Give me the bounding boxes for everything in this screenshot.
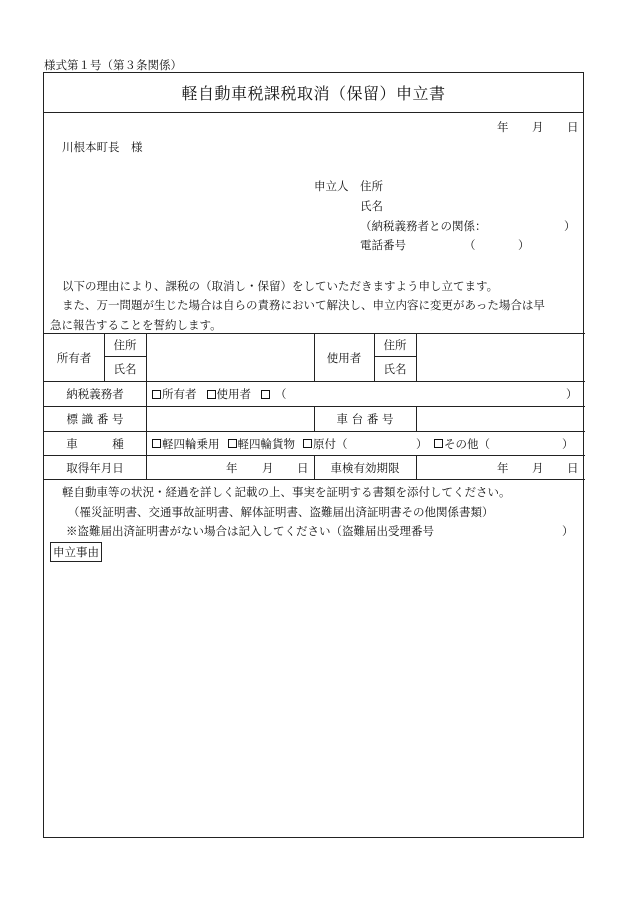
date-year: 年 bbox=[497, 120, 509, 134]
checkbox-kei-cargo[interactable] bbox=[228, 439, 237, 448]
acq-month: 月 bbox=[262, 460, 274, 475]
vehicle-type-label: 車 種 bbox=[66, 436, 124, 451]
acq-day: 日 bbox=[297, 460, 309, 475]
owner-label: 所有者 bbox=[56, 350, 92, 365]
checkbox-user[interactable] bbox=[207, 390, 216, 399]
taxpayer-label: 納税義務者 bbox=[66, 387, 124, 401]
applicant-name-label: 氏名 bbox=[360, 199, 383, 213]
checkbox-kei-passenger[interactable] bbox=[152, 439, 161, 448]
applicant-phone-open: （ bbox=[464, 238, 476, 252]
inspection-expiry-label: 車検有効期限 bbox=[330, 460, 400, 475]
vt-opt-moped-close: ） bbox=[416, 436, 428, 451]
plate-number-field[interactable] bbox=[147, 407, 313, 431]
plate-number-label: 標 識 番 号 bbox=[66, 412, 124, 426]
addressee: 川根本町長 様 bbox=[62, 140, 143, 154]
user-name-field[interactable] bbox=[417, 357, 583, 381]
checkbox-other-vehicle[interactable] bbox=[434, 439, 443, 448]
chassis-number-label: 車 台 番 号 bbox=[336, 412, 394, 426]
checkbox-owner[interactable] bbox=[152, 390, 161, 399]
note-line1: 軽自動車等の状況・経過を詳しく記載の上、事実を証明する書類を添付してください。 bbox=[62, 485, 511, 499]
date-day: 日 bbox=[567, 120, 579, 134]
checkbox-other[interactable] bbox=[261, 390, 270, 399]
vehicle-type-options bbox=[152, 432, 348, 455]
owner-name-label: 氏名 bbox=[113, 362, 137, 376]
owner-address-label: 住所 bbox=[113, 338, 137, 352]
form-reference: 様式第１号（第３条関係） bbox=[44, 58, 182, 72]
acq-year: 年 bbox=[226, 460, 238, 475]
insp-year: 年 bbox=[497, 460, 509, 475]
owner-address-field[interactable] bbox=[147, 334, 313, 356]
taxpayer-opt-owner: 所有者 bbox=[162, 387, 197, 401]
date-month: 月 bbox=[532, 120, 544, 134]
taxpayer-opt-user: 使用者 bbox=[216, 387, 251, 401]
application-form bbox=[43, 72, 584, 838]
user-name-label: 氏名 bbox=[383, 362, 407, 376]
checkbox-moped[interactable] bbox=[303, 439, 312, 448]
applicant-relation-label: （納税義務者との関係： bbox=[360, 219, 487, 233]
statement-line2: また、万一問題が生じた場合は自らの責務において解決し、申立内容に変更があった場合は早 bbox=[62, 298, 545, 312]
applicant-label: 申立人 bbox=[314, 179, 349, 193]
user-label: 使用者 bbox=[326, 350, 362, 365]
vt-opt-kei-cargo: 軽四輪貨物 bbox=[237, 436, 295, 451]
applicant-relation-close: ） bbox=[564, 219, 576, 233]
vt-opt-moped: 原付（ bbox=[313, 436, 348, 451]
reason-label: 申立事由 bbox=[50, 542, 102, 562]
note-line3: ※盗難届出済証明書がない場合は記入してください（盗難届出受理番号 bbox=[66, 524, 434, 538]
note-line2: （罹災証明書、交通事故証明書、解体証明書、盗難届出済証明書その他関係書類） bbox=[68, 505, 494, 519]
form-title: 軽自動車税課税取消（保留）申立書 bbox=[44, 73, 583, 113]
insp-month: 月 bbox=[532, 460, 544, 475]
vt-other-group bbox=[434, 432, 490, 455]
reason-field[interactable] bbox=[50, 563, 578, 833]
insp-day: 日 bbox=[567, 460, 579, 475]
user-address-field[interactable] bbox=[417, 334, 583, 356]
user-address-label: 住所 bbox=[383, 338, 407, 352]
note-line3-close: ） bbox=[562, 524, 574, 538]
taxpayer-open: （ bbox=[275, 387, 287, 401]
taxpayer-close: ） bbox=[566, 387, 578, 401]
taxpayer-options bbox=[152, 382, 287, 406]
acquisition-date-label: 取得年月日 bbox=[66, 460, 124, 475]
applicant-phone-label: 電話番号 bbox=[360, 238, 406, 252]
vt-opt-kei-passenger: 軽四輪乗用 bbox=[162, 436, 220, 451]
vt-opt-other: その他（ bbox=[444, 436, 490, 451]
vt-opt-other-close: ） bbox=[562, 436, 574, 451]
applicant-phone-close: ） bbox=[518, 238, 530, 252]
applicant-address-label: 住所 bbox=[360, 179, 383, 193]
chassis-number-field[interactable] bbox=[417, 407, 583, 431]
statement-line3: 急に報告することを誓約します。 bbox=[50, 318, 222, 332]
owner-name-field[interactable] bbox=[147, 357, 313, 381]
statement-line1: 以下の理由により、課税の（取消し・保留）をしていただきますよう申し立てます。 bbox=[62, 279, 499, 293]
